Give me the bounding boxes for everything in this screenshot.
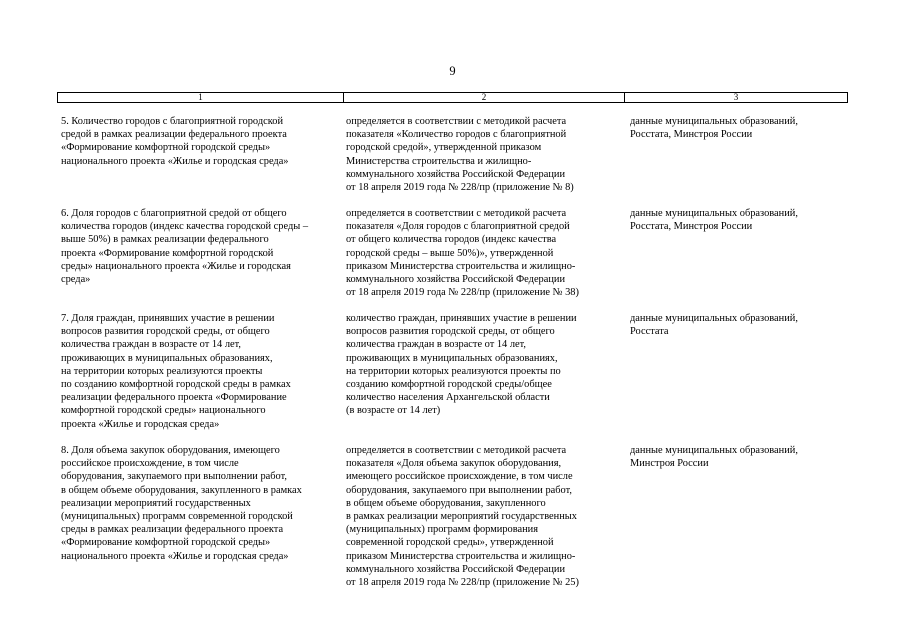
- source-cell: данные муниципальных образований, Минстроя России: [630, 445, 798, 470]
- method-cell: количество граждан, принявших участие в решении вопросов развития городской среды, от общего количества граждан в возрасте от 14 лет, проживающих в муниципальных образованиях, на территории которых реализуются проекты по созданию комфортной городской среды/общее количество населения Архангельской области (в возрасте от 14 лет): [346, 313, 577, 417]
- column-header-1: 1: [58, 93, 344, 102]
- source-cell: данные муниципальных образований, Росстата, Минстроя России: [630, 208, 798, 233]
- method-cell: определяется в соответствии с методикой расчета показателя «Доля городов с благоприятной средой от общего количества городов (индекс качества городской среды – выше 50%)», утвержденной приказом Министерства строительства и жилищно- коммунального хозяйства Российской Федерации от 18 апреля 2019 года № 228/пр (приложение № 38): [346, 208, 579, 299]
- indicator-cell: 8. Доля объема закупок оборудования, имеющего российское происхождение, в том числе оборудования, закупаемого при выполнении работ, в общем объеме оборудования, закупленного в рамках реализации мероприятий государственных (муниципальных) программ современной городской среды в рамках реализации федерального проекта «Формирование комфортной городской среды» национального проекта «Жилье и городская среда»: [61, 445, 302, 562]
- column-header-2: 2: [344, 93, 625, 102]
- indicator-cell: 6. Доля городов с благоприятной средой от общего количества городов (индекс качества городской среды – выше 50%) в рамках реализации федерального проекта «Формирование комфортной городской среды» национального проекта «Жилье и городская среда»: [61, 208, 309, 286]
- indicator-cell: 5. Количество городов с благоприятной городской средой в рамках реализации федерального проекта «Формирование комфортной городской среды» национального проекта «Жилье и городская среда»: [61, 116, 289, 167]
- source-cell: данные муниципальных образований, Росстата: [630, 313, 798, 338]
- indicator-cell: 7. Доля граждан, принявших участие в решении вопросов развития городской среды, от общего количества граждан в возрасте от 14 лет, проживающих в муниципальных образованиях, на территории которых реализуются проекты по созданию комфортной городской среды в рамках реализации федерального проекта «Формирование комфортной городской среды» национального проекта «Жилье и городская среда»: [61, 313, 291, 430]
- table-header-row: [57, 92, 848, 103]
- page-number: 9: [449, 64, 456, 78]
- method-cell: определяется в соответствии с методикой расчета показателя «Количество городов с благоприятной городской средой», утвержденной приказом Министерства строительства и жилищно- коммунального хозяйства Российской Федерации от 18 апреля 2019 года № 228/пр (приложение № 8): [346, 116, 574, 194]
- source-cell: данные муниципальных образований, Росстата, Минстроя России: [630, 116, 798, 141]
- method-cell: определяется в соответствии с методикой расчета показателя «Доля объема закупок оборудования, имеющего российское происхождение, в том числе оборудования, закупаемого при выполнении работ, в общем объеме оборудования, закупленного в рамках реализации мероприятий государственных (муниципальных) программ формирования современной городской среды», утвержденной приказом Министерства строительства и жилищно- коммунального хозяйства Российской Федерации от 18 апреля 2019 года № 228/пр (приложение № 25): [346, 445, 579, 589]
- column-header-3: 3: [733, 92, 739, 102]
